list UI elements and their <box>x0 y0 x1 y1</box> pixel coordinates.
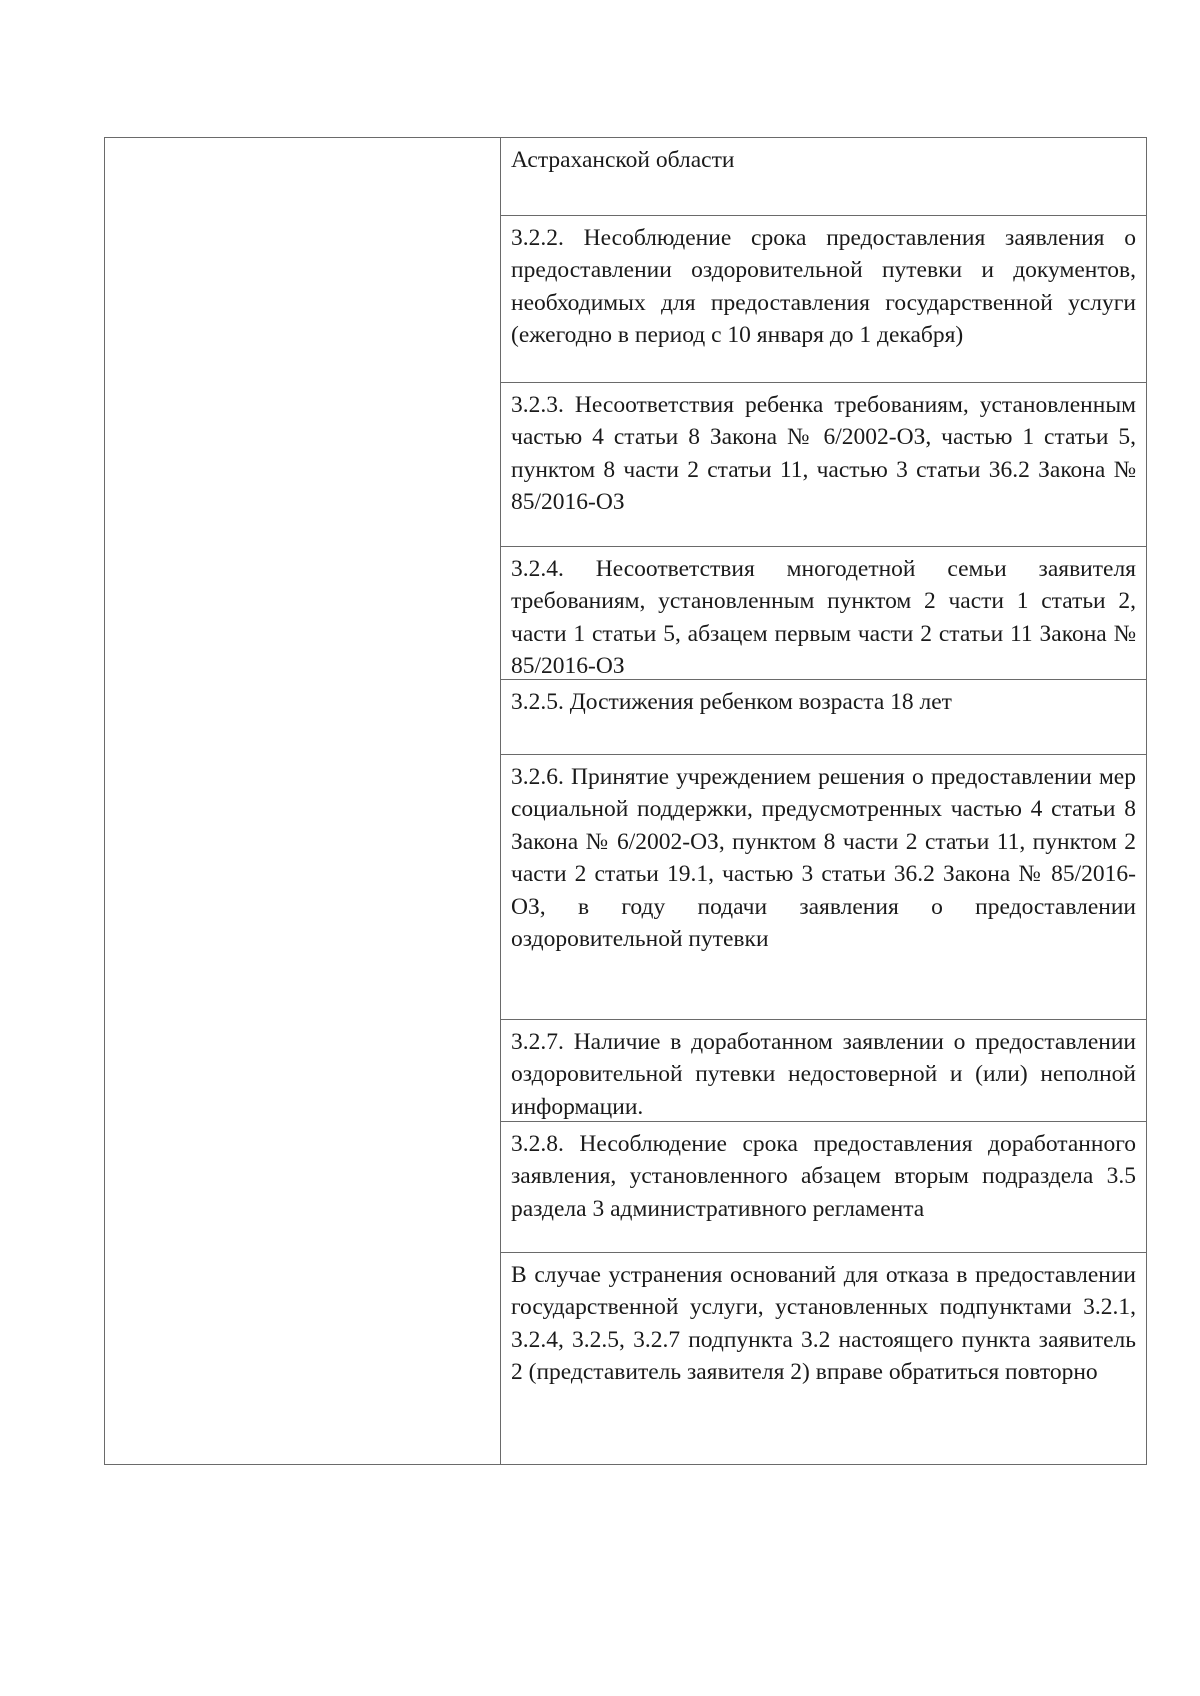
document-table <box>104 137 1147 1465</box>
row-3-2-4 <box>501 547 1146 680</box>
row-text: Астраханской области <box>511 147 735 173</box>
row-text: 3.2.6. Принятие учреждением решения о предоставлении мер социальной поддержки, предусмотренных частью 4 статьи 8 Закона № 6/2002-ОЗ, пунктом 8 части 2 статьи 11, пунктом 2 части 2 статьи 19.1, частью 3 статьи 36.2 Закона № 85/2016-ОЗ, в году подачи заявления о предоставлении оздоровительной путевки <box>511 764 1136 953</box>
row-text: 3.2.4. Несоответствия многодетной семьи заявителя требованиям, установленным пунктом 2 части 1 статьи 2, части 1 статьи 5, абзацем первым части 2 статьи 11 Закона № 85/2016-ОЗ <box>511 556 1136 680</box>
row-3-2-7 <box>501 1020 1146 1122</box>
row-region-name <box>501 138 1146 216</box>
row-3-2-8 <box>501 1122 1146 1253</box>
row-text: 3.2.7. Наличие в доработанном заявлении о предоставлении оздоровительной путевки недостоверной и (или) неполной информации. <box>511 1029 1136 1120</box>
row-text: В случае устранения оснований для отказа в предоставлении государственной услуги, установленных подпунктами 3.2.1, 3.2.4, 3.2.5, 3.2.7 подпункта 3.2 настоящего пункта заявитель 2 (представитель заявителя 2) вправе обратиться повторно <box>511 1262 1136 1386</box>
right-column-cell <box>501 138 1147 1465</box>
table-row <box>105 138 1147 1465</box>
row-text: 3.2.5. Достижения ребенком возраста 18 лет <box>511 689 952 715</box>
row-3-2-3 <box>501 383 1146 547</box>
row-repeat-application <box>501 1253 1146 1464</box>
row-3-2-2 <box>501 216 1146 383</box>
row-text: 3.2.2. Несоблюдение срока предоставления заявления о предоставлении оздоровительной путевки и документов, необходимых для предоставления государственной услуги (ежегодно в период с 10 января до 1 декабря) <box>511 225 1136 349</box>
row-text: 3.2.8. Несоблюдение срока предоставления доработанного заявления, установленного абзацем вторым подраздела 3.5 раздела 3 административного регламента <box>511 1131 1136 1222</box>
row-3-2-5 <box>501 680 1146 755</box>
row-text: 3.2.3. Несоответствия ребенка требованиям, установленным частью 4 статьи 8 Закона № 6/2002-ОЗ, частью 1 статьи 5, пунктом 8 части 2 статьи 11, частью 3 статьи 36.2 Закона № 85/2016-ОЗ <box>511 392 1136 516</box>
left-column-cell <box>105 138 501 1465</box>
row-3-2-6 <box>501 755 1146 1020</box>
